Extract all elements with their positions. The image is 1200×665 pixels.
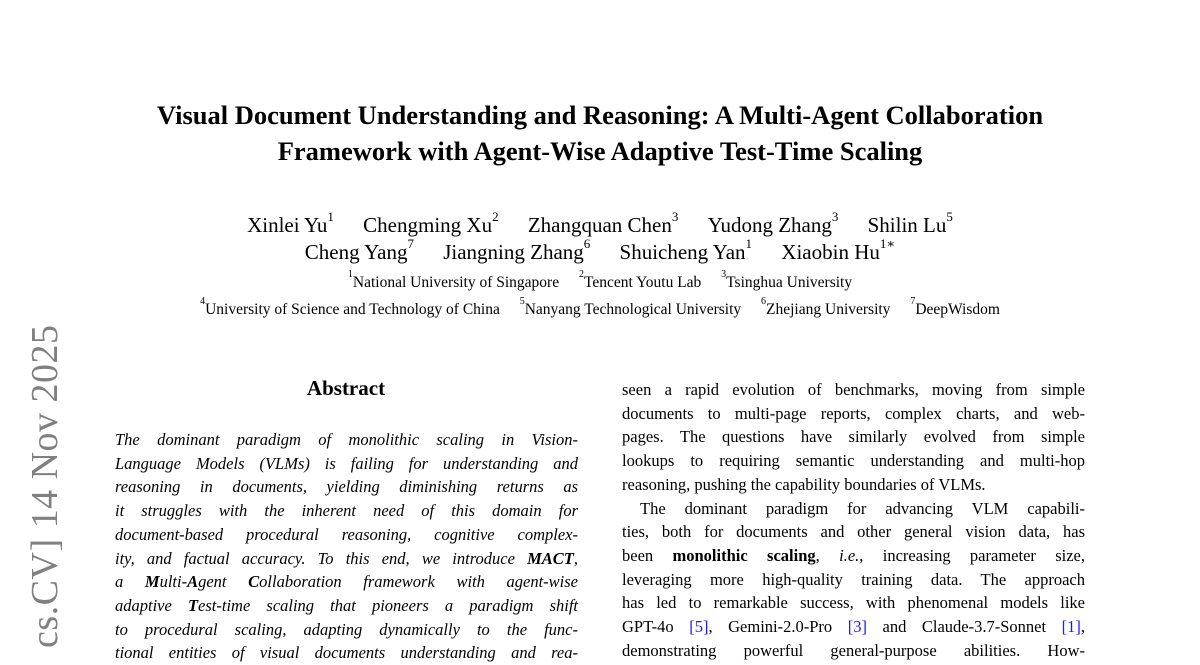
abstract-body: [115, 428, 578, 665]
affiliation: $^2$Tencent Youtu Lab: [578, 269, 702, 291]
affiliation: $^1$National University of Singapore: [347, 269, 560, 291]
affiliation: $^5$Nanyang Technological University: [519, 296, 742, 318]
affiliations-row-2: [0, 296, 1200, 320]
right-column: [622, 378, 1085, 662]
text-line: lookups to requiring semantic understanding and multi-hop: [622, 451, 1085, 471]
author: Shuicheng Yan$^1$: [619, 236, 753, 264]
paragraph: [622, 497, 1085, 663]
citation-link[interactable]: [1]: [1061, 617, 1081, 637]
text-line: demonstrating powerful general-purpose abilities. How-: [622, 640, 1085, 660]
author-row-1: [0, 209, 1200, 239]
author-list: [0, 209, 1200, 266]
affiliation: $^7$DeepWisdom: [910, 296, 1000, 318]
paragraph: [622, 378, 1085, 497]
author: Yudong Zhang$^3$: [707, 209, 839, 237]
title-line-1: Visual Document Understanding and Reasoning: A Multi-Agent Collaboration: [156, 100, 1044, 130]
citation-link[interactable]: [5]: [689, 617, 709, 637]
author-row-2: [0, 236, 1200, 266]
author: Shilin Lu$^5$: [867, 209, 953, 237]
text-line: ties, both for documents and other general vision data, has: [622, 522, 1085, 542]
citation-link[interactable]: [3]: [847, 617, 867, 637]
abstract-line: document-based procedural reasoning, cognitive complex-: [115, 524, 578, 544]
abstract-line: ity, and factual accuracy. To this end, we introduce MACT,: [115, 548, 578, 568]
abstract-line: it struggles with the inherent need of this domain for: [115, 501, 578, 521]
author: Xiaobin $Hu^{1∗}$: [781, 236, 896, 264]
text-line: reasoning, pushing the capability boundaries of VLMs.: [622, 474, 986, 494]
author: Zhangquan Chen$^3$: [527, 209, 679, 237]
text-line: seen a rapid evolution of benchmarks, moving from simple: [622, 380, 1085, 399]
text-line: leveraging more high-quality training data. The approach: [622, 569, 1085, 589]
paper-title: [0, 97, 1200, 169]
affiliation: $^4$University of Science and Technology of China: [200, 296, 500, 318]
text-line: GPT-4o [5], Gemini-2.0-Pro [3] and Claude-3.7-Sonnet [1],: [622, 617, 1086, 637]
abstract-line: adaptive Test-time scaling that pioneers a paradigm shift: [115, 595, 579, 615]
abstract-line: tional entities of visual documents understanding and rea-: [115, 643, 578, 663]
text-line: has led to remarkable success, with phenomenal models like: [622, 593, 1085, 613]
affiliation: $^6$Zhejiang University: [761, 296, 891, 318]
affiliations-row-1: [0, 269, 1200, 293]
abstract-heading: Abstract: [306, 376, 386, 400]
abstract-line: Language Models (VLMs) is failing for understanding and: [115, 453, 578, 473]
text-line: pages. The questions have similarly evolved from simple: [622, 427, 1085, 447]
abstract-line: The dominant paradigm of monolithic scaling in Vision-: [115, 430, 578, 449]
affiliation: $^3$Tsinghua University: [721, 269, 853, 291]
abstract-line: a Multi-Agent Collaboration framework with agent-wise: [115, 572, 578, 592]
abstract-line: to procedural scaling, adapting dynamically to the func-: [115, 619, 578, 639]
author: Xinlei Yu$^1$: [247, 209, 334, 237]
arxiv-stamp: cs.CV] 14 Nov 2025: [24, 324, 66, 648]
text-line: been monolithic scaling, i.e., increasing parameter size,: [622, 545, 1086, 565]
title-line-2: Framework with Agent-Wise Adaptive Test-Time Scaling: [277, 136, 923, 166]
text-line: The dominant paradigm for advancing VLM capabili-: [640, 498, 1085, 518]
abstract-line: reasoning in documents, yielding diminishing returns as: [115, 477, 578, 497]
text-line: documents to multi-page reports, complex charts, and web-: [622, 403, 1085, 423]
author: Cheng Yang$^7$: [304, 236, 414, 264]
author: Jiangning Zhang$^6$: [443, 236, 591, 264]
author: Chengming Xu$^2$: [363, 209, 499, 237]
